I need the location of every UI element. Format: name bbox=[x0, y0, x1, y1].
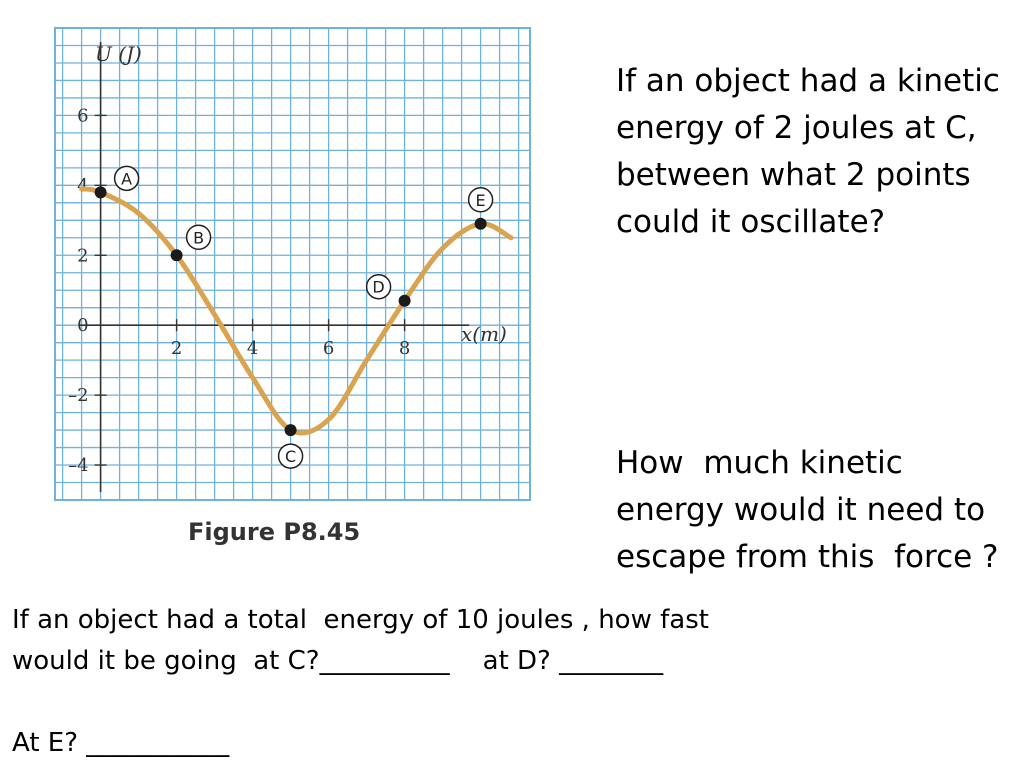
question-line: If an object had a total energy of 10 joules , how fast bbox=[12, 605, 709, 635]
question-line: At E? ___________ bbox=[12, 728, 230, 758]
question-line: could it oscillate? bbox=[616, 204, 886, 240]
x-tick-label: 8 bbox=[398, 338, 411, 360]
y-axis-label: U (J) bbox=[95, 42, 142, 66]
question-line: How much kinetic bbox=[616, 445, 903, 481]
point-label: C bbox=[285, 447, 297, 467]
data-point bbox=[95, 186, 107, 198]
axes bbox=[68, 42, 469, 492]
data-point bbox=[475, 218, 487, 230]
y-tick-label: 2 bbox=[77, 245, 89, 267]
curve bbox=[82, 189, 511, 433]
question-line: between what 2 points bbox=[616, 157, 971, 193]
question-line bbox=[12, 682, 1012, 723]
data-point bbox=[399, 295, 411, 307]
points bbox=[95, 166, 493, 468]
point-label: A bbox=[121, 169, 133, 189]
question-line: escape from this force ? bbox=[616, 539, 999, 575]
x-tick-label: 2 bbox=[170, 338, 183, 360]
y-tick-label: 4 bbox=[77, 175, 89, 197]
x-axis-label: x(m) bbox=[461, 322, 507, 346]
data-point bbox=[171, 249, 183, 261]
point-label: B bbox=[193, 228, 205, 248]
y-tick-label: 0 bbox=[77, 315, 89, 337]
question-line: would it be going at C?__________ at D? ________ bbox=[12, 646, 664, 676]
x-tick-label: 4 bbox=[246, 338, 259, 360]
question-oscillation bbox=[616, 58, 1021, 246]
point-label: E bbox=[475, 190, 486, 210]
series-line bbox=[82, 189, 511, 433]
question-escape bbox=[616, 440, 1021, 581]
question-line: energy of 2 joules at C, bbox=[616, 110, 977, 146]
y-tick-label: –2 bbox=[68, 385, 89, 407]
data-point bbox=[285, 424, 297, 436]
potential-energy-figure bbox=[0, 0, 600, 560]
y-tick-label: 6 bbox=[77, 105, 89, 127]
question-speed bbox=[12, 600, 1012, 764]
figure-caption: Figure P8.45 bbox=[188, 518, 361, 546]
question-line: energy would it need to bbox=[616, 492, 986, 528]
x-tick-label: 6 bbox=[322, 338, 335, 360]
point-label: D bbox=[372, 277, 385, 297]
question-line: If an object had a kinetic bbox=[616, 63, 1000, 99]
y-tick-label: –4 bbox=[68, 455, 89, 477]
